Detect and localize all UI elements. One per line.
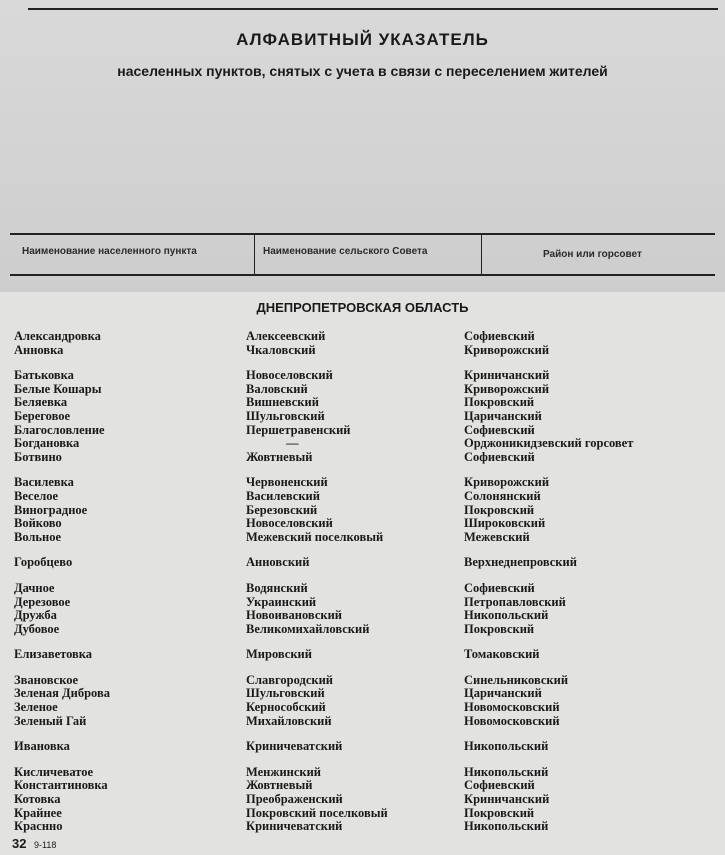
district-name: Софиевский (464, 449, 535, 464)
district-name: Софиевский (464, 329, 535, 343)
settlement-name: Войково (14, 516, 62, 531)
district-name: Синельниковский (464, 672, 569, 687)
district-name: Никопольский (464, 819, 549, 834)
village-council-name: Василевский (246, 488, 320, 503)
settlement-name: Вольное (14, 529, 62, 544)
settlement-name: Котовка (14, 792, 61, 807)
district-name: Криничанский (464, 792, 550, 807)
district-name: Царичанский (464, 408, 542, 423)
village-council-name: Криничеватский (246, 739, 343, 754)
village-council-name: Чкаловский (246, 342, 316, 357)
district-name: Покровский (464, 502, 535, 517)
village-council-name: Анновский (246, 555, 310, 570)
village-council-name: Валовский (246, 381, 308, 396)
column-header-district: Район или горсовет (543, 249, 642, 260)
village-council-name: Новоселовский (246, 516, 333, 531)
village-council-name: Березовский (246, 502, 318, 517)
settlement-name: Зеленый Гай (14, 713, 87, 728)
district-name: Покровский (464, 395, 535, 410)
district-name: Верхнеднепровский (464, 555, 577, 570)
village-council-name: Преображенский (246, 792, 343, 807)
table-header-divider-2 (481, 234, 482, 274)
settlement-name: Ивановка (14, 739, 70, 754)
village-council-name: Покровский поселковый (246, 805, 388, 820)
settlement-name: Белые Кошары (14, 381, 102, 396)
settlement-name: Беляевка (14, 395, 68, 410)
top-rule (28, 8, 718, 10)
settlement-name: Зеленая Диброва (14, 686, 110, 701)
column-header-village-council: Наименование сельского Совета (263, 246, 428, 257)
district-name: Петропавловский (464, 594, 566, 609)
settlement-name: Константиновка (14, 778, 108, 793)
settlement-name: Дачное (14, 580, 55, 595)
village-council-name: Кернособский (246, 700, 326, 715)
settlement-name: Анновка (14, 342, 64, 357)
district-name: Софиевский (464, 580, 535, 595)
village-council-name: — (286, 436, 299, 451)
village-council-name: Межевский поселковый (246, 529, 384, 544)
print-signature: 9-118 (34, 840, 57, 850)
settlement-column (14, 330, 244, 834)
village-council-column (246, 330, 466, 834)
village-council-name: Першетравенский (246, 422, 351, 437)
page-number: 32 (12, 836, 27, 851)
district-column (464, 330, 719, 834)
district-name: Никопольский (464, 764, 549, 779)
district-name: Криворожский (464, 475, 550, 490)
settlement-name: Батьковка (14, 368, 74, 383)
settlement-name: Виноградное (14, 502, 88, 517)
column-header-settlement: Наименование населенного пункта (22, 246, 197, 257)
village-council-name: Криничеватский (246, 819, 343, 834)
district-name: Покровский (464, 805, 535, 820)
settlement-name: Краснно (14, 819, 63, 834)
district-name: Томаковский (464, 647, 540, 662)
settlement-name: Василевка (14, 475, 74, 490)
settlement-name: Зеленое (14, 700, 58, 715)
village-council-name: Новоселовский (246, 368, 333, 383)
district-name: Солонянский (464, 488, 541, 503)
village-council-name: Жовтневый (246, 449, 313, 464)
village-council-name: Менжинский (246, 764, 322, 779)
settlement-name: Веселое (14, 488, 59, 503)
village-council-name: Мировский (246, 647, 312, 662)
table-header-bottom-rule (10, 274, 715, 276)
settlement-name: Богдановка (14, 436, 80, 451)
table-header-divider-1 (254, 234, 255, 274)
settlement-name: Дерезовое (14, 594, 71, 609)
district-name: Царичанский (464, 686, 542, 701)
village-council-name: Славгородский (246, 672, 333, 687)
district-name: Никопольский (464, 739, 549, 754)
district-name: Криворожский (464, 381, 550, 396)
settlement-name: Кисличеватое (14, 764, 94, 779)
district-name: Софиевский (464, 778, 535, 793)
table-header-top-rule (10, 233, 715, 235)
district-name: Никопольский (464, 608, 549, 623)
village-council-name: Михайловский (246, 713, 332, 728)
village-council-name: Шульговский (246, 686, 325, 701)
page-title: АЛФАВИТНЫЙ УКАЗАТЕЛЬ (236, 30, 489, 49)
district-name: Софиевский (464, 422, 535, 437)
settlement-name: Александровка (14, 329, 101, 343)
settlement-name: Ботвино (14, 449, 62, 464)
district-name: Криничанский (464, 368, 550, 383)
village-council-name: Шульговский (246, 408, 325, 423)
village-council-name: Жовтневый (246, 778, 313, 793)
district-name: Широковский (464, 516, 546, 531)
village-council-name: Великомихайловский (246, 621, 370, 636)
region-heading: ДНЕПРОПЕТРОВСКАЯ ОБЛАСТЬ (256, 300, 469, 315)
settlement-name: Звановское (14, 672, 79, 687)
settlement-name: Крайнее (14, 805, 62, 820)
settlement-name: Береговое (14, 408, 71, 423)
settlement-name: Дубовое (14, 621, 60, 636)
village-council-name: Украинский (246, 594, 317, 609)
village-council-name: Водянский (246, 580, 308, 595)
settlement-name: Дружба (14, 608, 57, 623)
district-name: Межевский (464, 529, 530, 544)
village-council-name: Алексеевский (246, 329, 326, 343)
district-name: Орджоникидзевский горсовет (464, 436, 634, 451)
district-name: Покровский (464, 621, 535, 636)
village-council-name: Новоивановский (246, 608, 342, 623)
village-council-name: Вишневский (246, 395, 319, 410)
settlement-name: Благословление (14, 422, 105, 437)
page-subtitle: населенных пунктов, снятых с учета в связи с переселением жителей (117, 63, 608, 79)
settlement-name: Горобцево (14, 555, 73, 570)
district-name: Новомосковский (464, 713, 560, 728)
district-name: Новомосковский (464, 700, 560, 715)
village-council-name: Червоненский (246, 475, 328, 490)
settlement-name: Елизаветовка (14, 647, 93, 662)
district-name: Криворожский (464, 342, 550, 357)
